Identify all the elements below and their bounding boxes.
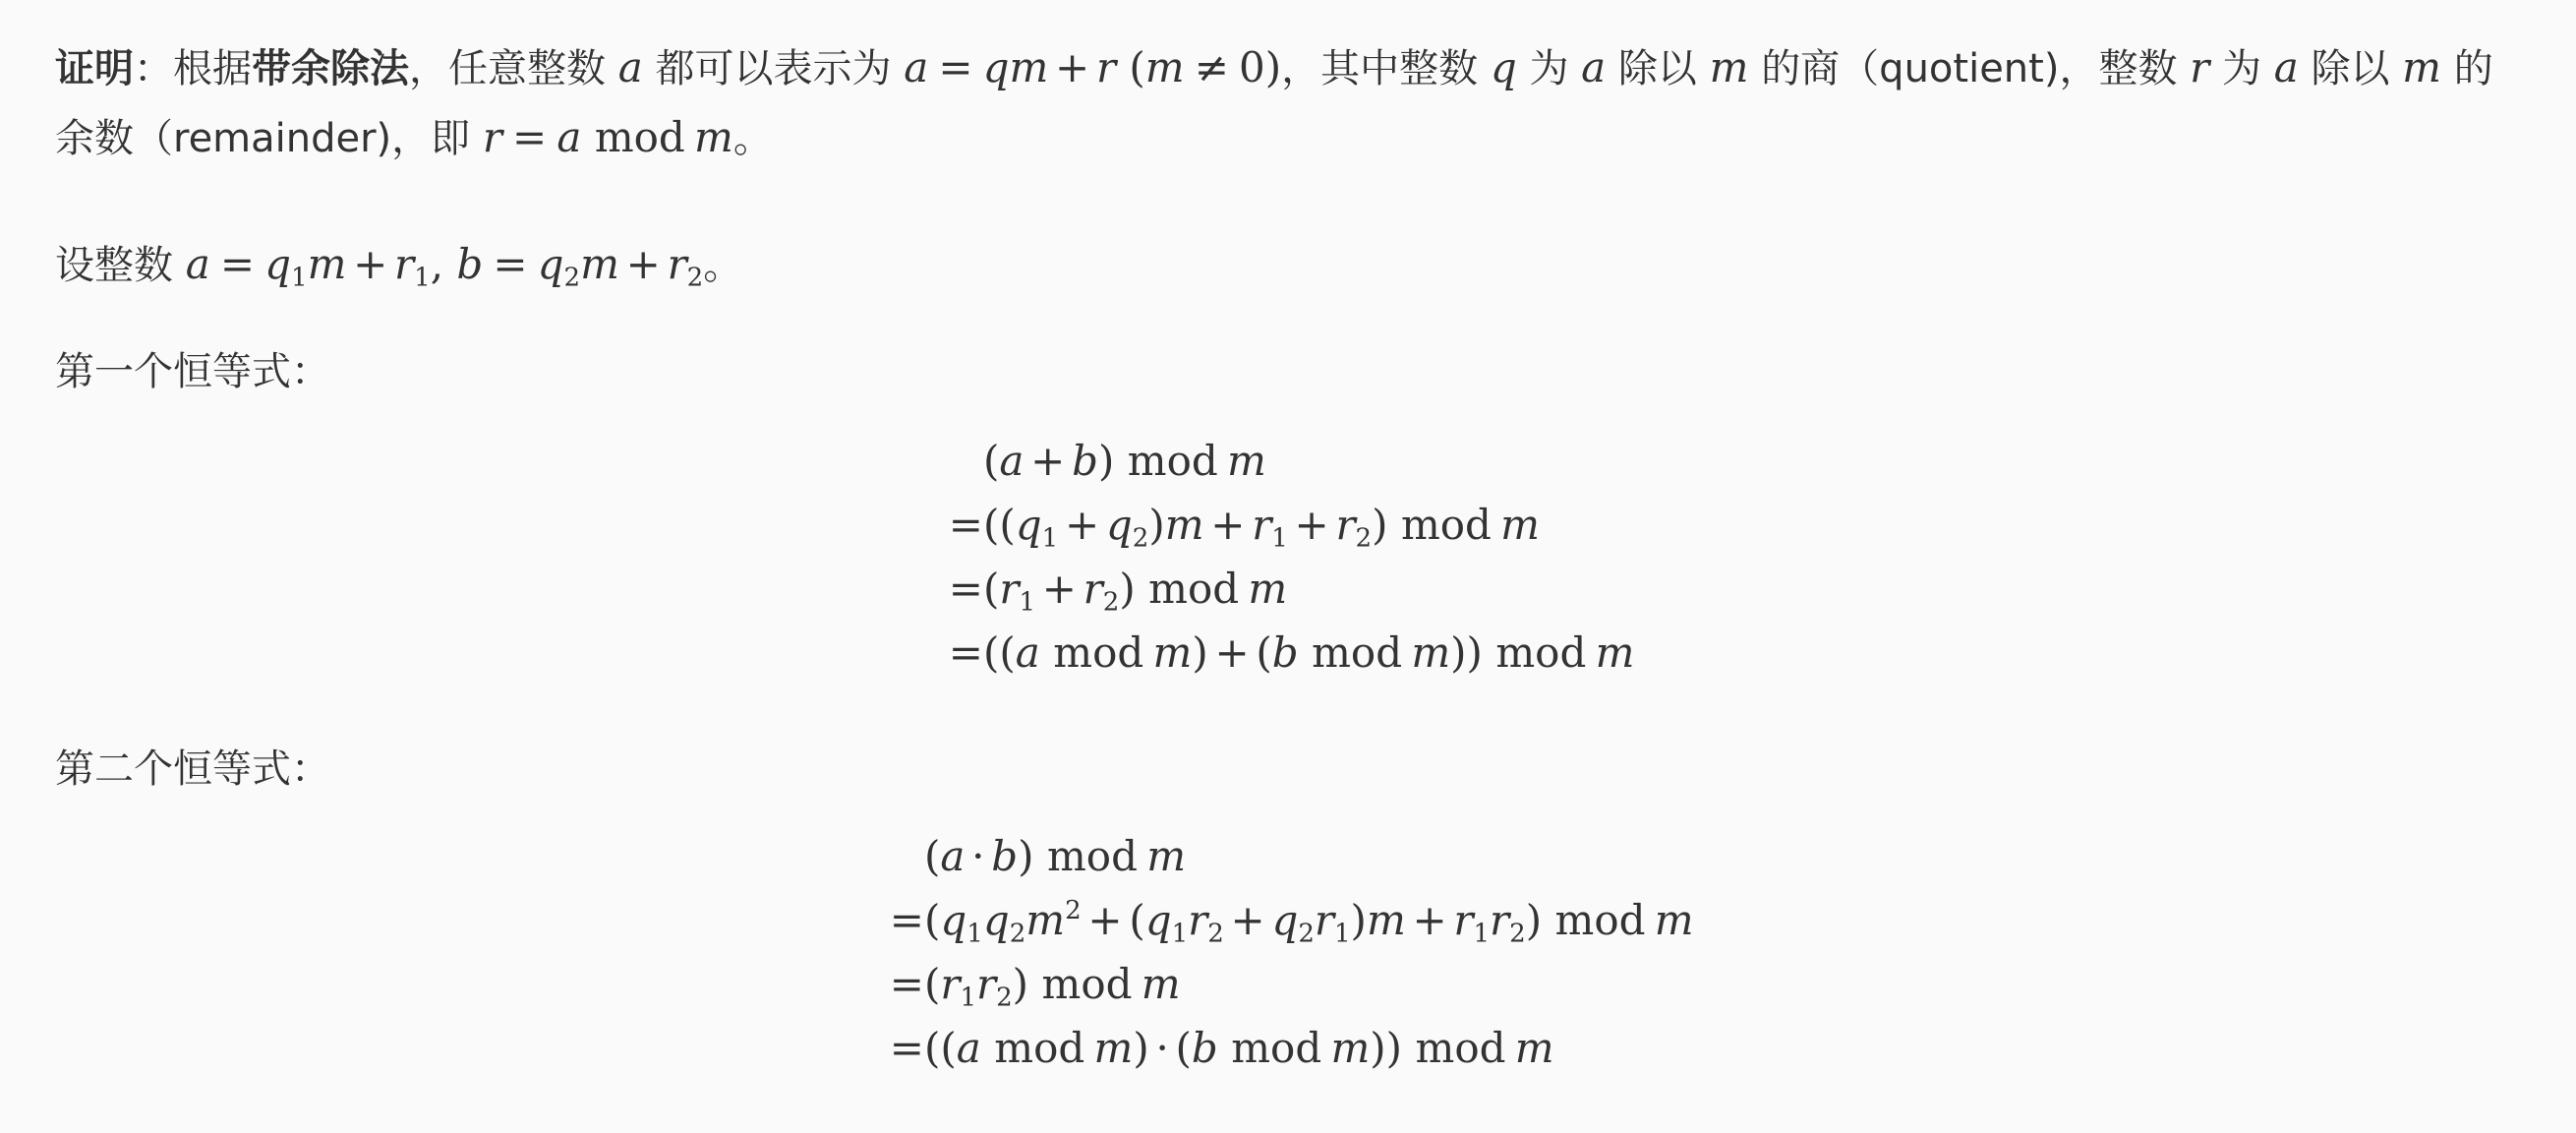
equation-line: = $((q_1 + q_2)m + r_1 + r_2)$ mod m [948,501,1540,554]
identity-2-equation [875,832,1694,1088]
math-inline: $a = q_1m + r_1$, $b = q_2m + r_2$ [185,240,704,293]
math-inline: a [617,43,643,91]
equation-line: = ((a mod m) · (b mod m)) mod m [889,1024,1554,1072]
intro-text: 除以 [1617,46,1697,91]
setup-line [55,230,2523,300]
setup-prefix: 设整数 [55,243,173,288]
math-inline: q [1490,43,1517,91]
equation-line: (a + b) mod m [983,437,1266,485]
math-inline: m [2402,43,2441,91]
identity-1-equation [936,437,1634,692]
math-inline: r [2190,43,2210,91]
setup-suffix: 。 [703,243,743,288]
intro-text: ，其中整数 [1281,46,1479,91]
highlight-term: 带余除法 [252,46,409,91]
intro-text: 的商（quotient)，整数 [1761,46,2178,91]
intro-text: ，任意整数 [409,46,606,91]
math-inline: m [1709,43,1749,91]
equation-line: = ((a mod m) + (b mod m)) mod m [948,628,1635,677]
math-inline: a [2273,43,2299,91]
math-inline: a [1581,43,1607,91]
identity-1-heading: 第一个恒等式： [55,349,330,394]
intro-paragraph [55,33,2523,173]
math-inline: r = a mod m [482,113,733,161]
equation-line: = $(r_1r_2)$ mod m [889,960,1181,1013]
intro-text: 为 [2221,46,2261,91]
proof-label: 证明 [55,46,134,91]
equation-line: = $(q_1q_2m^2 + (q_1r_2 + q_2r_1)m + r_1r_2)$ mod m [889,895,1694,949]
intro-text: 的余数（remainder)，即 [55,46,2493,161]
intro-text: 为 [1529,46,1569,91]
equation-line: (a · b) mod m [924,832,1187,880]
identity-2-heading: 第二个恒等式： [55,746,330,792]
intro-text: ：根据 [134,46,252,91]
intro-text: 。 [732,116,773,161]
intro-text: 都可以表示为 [655,46,892,91]
intro-text: 除以 [2311,46,2390,91]
math-inline: a = qm + r (m ≠ 0) [904,43,1282,91]
equation-line: = $(r_1 + r_2)$ mod m [948,565,1288,618]
